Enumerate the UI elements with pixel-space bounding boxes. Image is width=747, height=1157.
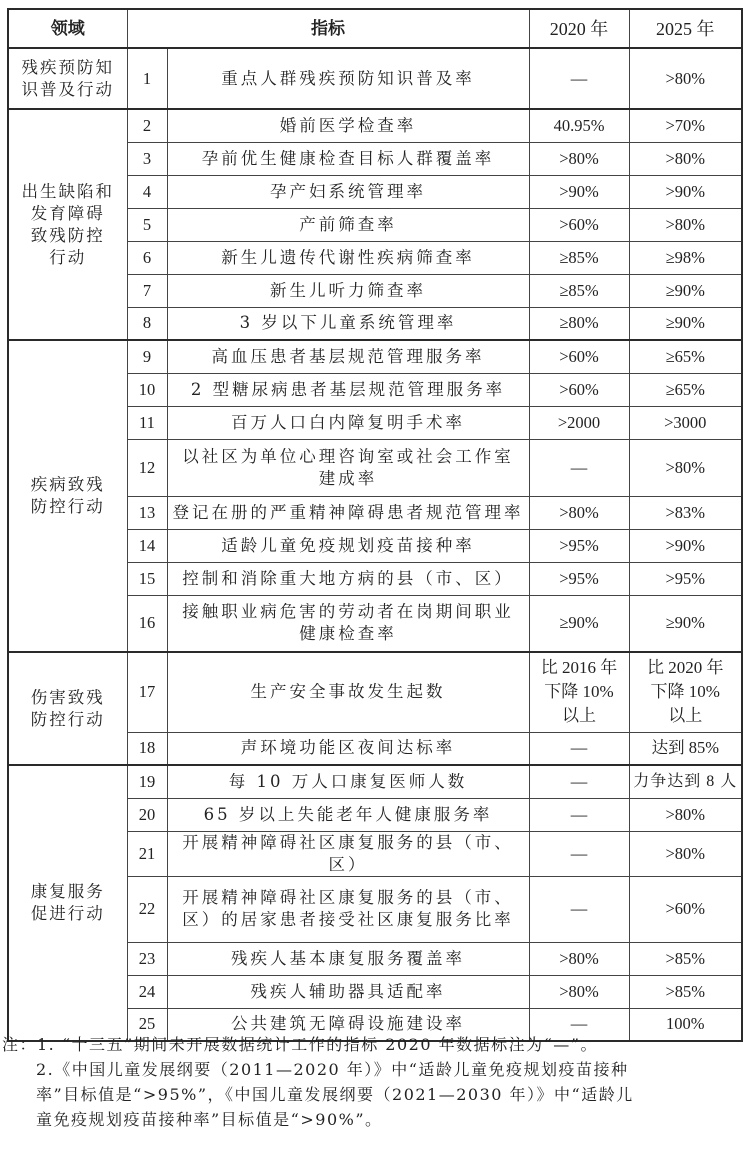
value-2020: — [529,732,629,765]
value-2025 [629,652,742,732]
indicator-cell: 婚前医学检查率 [167,109,529,142]
row-number: 3 [127,142,167,175]
value-2025: >80% [629,439,742,496]
value-2020: >2000 [529,406,629,439]
row-number: 19 [127,765,167,798]
value-2025: >85% [629,942,742,975]
table-header-row [8,9,742,48]
row-number: 18 [127,732,167,765]
value-2025: ≥90% [629,274,742,307]
domain-cell [8,340,127,652]
domain-line: 发育障碍 [30,203,105,223]
indicator-table [7,8,743,1042]
value-2020: — [529,48,629,109]
row-number: 25 [127,1008,167,1041]
row-number: 15 [127,562,167,595]
value-2020: >90% [529,175,629,208]
value-2025: >60% [629,876,742,942]
indicator-cell: 孕前优生健康检查目标人群覆盖率 [167,142,529,175]
value-2020: — [529,765,629,798]
value-2025: ≥98% [629,241,742,274]
domain-cell [8,765,127,1041]
row-number: 5 [127,208,167,241]
indicator-line: 建成率 [318,468,378,488]
value-2020: — [529,439,629,496]
value-2025: 达到 85% [629,732,742,765]
note-2-line-2: 率”目标值是“>95%”，《中国儿童发展纲要（2021—2030 年）》中“适龄儿 [36,1085,634,1104]
value-2020: >95% [529,562,629,595]
indicator-cell: 声环境功能区夜间达标率 [167,732,529,765]
domain-line: 防控行动 [30,709,105,729]
value-2020: ≥80% [529,307,629,340]
value-2025: >80% [629,142,742,175]
row-number: 6 [127,241,167,274]
row-number: 16 [127,595,167,652]
domain-line: 伤害致残 [30,687,105,707]
table-row [8,765,742,798]
value-2025: >3000 [629,406,742,439]
indicator-cell: 开展精神障碍社区康复服务的县（市、区） [167,831,529,876]
value-2025: ≥90% [629,595,742,652]
value-2020: ≥90% [529,595,629,652]
note-2-line-1: 2.《中国儿童发展纲要（2011—2020 年）》中“适龄儿童免疫规划疫苗接种 [36,1060,629,1079]
value-2025: >90% [629,529,742,562]
domain-line: 康复服务 [30,882,105,901]
indicator-cell: 新生儿遗传代谢性疾病筛查率 [167,241,529,274]
value-2020: — [529,876,629,942]
value-2020: >80% [529,975,629,1008]
value-2020: >60% [529,208,629,241]
value-2020: >60% [529,340,629,373]
indicator-line: 区）的居家患者接受社区康复服务比率 [182,910,514,929]
table-row [8,652,742,732]
value-2025: >80% [629,798,742,831]
domain-line: 残疾预防知 [21,57,114,77]
row-number: 13 [127,496,167,529]
value-2020 [529,652,629,732]
indicator-cell [167,876,529,942]
value-2025: ≥65% [629,340,742,373]
value-line: 下降 10% [650,682,720,702]
value-line: 以上 [562,706,596,726]
row-number: 17 [127,652,167,732]
indicator-cell: 产前筛查率 [167,208,529,241]
domain-line: 出生缺陷和 [21,181,114,201]
value-2020: — [529,1008,629,1041]
row-number: 11 [127,406,167,439]
row-number: 23 [127,942,167,975]
value-2025: >83% [629,496,742,529]
value-line: 以上 [668,706,703,726]
row-number: 1 [127,48,167,109]
value-2025: >80% [629,208,742,241]
row-number: 8 [127,307,167,340]
value-2020: — [529,798,629,831]
indicator-cell [167,439,529,496]
note-1: 注：1. “十三五”期间未开展数据统计工作的指标 2020 年数据标注为“—”。 [2,1035,598,1054]
indicator-cell: 2 型糖尿病患者基层规范管理服务率 [167,373,529,406]
indicator-line: 以社区为单位心理咨询室或社会工作室 [182,446,514,466]
note-2-line-3: 童免疫规划疫苗接种率”目标值是“>90%”。 [36,1110,383,1129]
indicator-cell: 残疾人辅助器具适配率 [167,975,529,1008]
indicator-cell: 生产安全事故发生起数 [167,652,529,732]
indicator-cell: 新生儿听力筛查率 [167,274,529,307]
value-2025: >80% [629,48,742,109]
value-2020: >80% [529,142,629,175]
value-2025: >80% [629,831,742,876]
table-row [8,109,742,142]
value-2020: — [529,831,629,876]
value-2020: >80% [529,942,629,975]
indicator-cell: 控制和消除重大地方病的县（市、区） [167,562,529,595]
row-number: 9 [127,340,167,373]
indicator-line: 开展精神障碍社区康复服务的县（市、 [182,888,514,907]
indicator-cell: 每 10 万人口康复医师人数 [167,765,529,798]
value-2025: >70% [629,109,742,142]
indicator-cell: 残疾人基本康复服务覆盖率 [167,942,529,975]
domain-line: 识普及行动 [21,79,114,99]
value-2025: >90% [629,175,742,208]
domain-line: 促进行动 [30,904,105,923]
header-2025: 2025 年 [629,9,742,48]
table-notes [0,1032,747,1132]
value-2020: >80% [529,496,629,529]
value-2025: ≥90% [629,307,742,340]
table-row [8,48,742,109]
value-2025: >95% [629,562,742,595]
row-number: 20 [127,798,167,831]
indicator-cell: 孕产妇系统管理率 [167,175,529,208]
domain-line: 致残防控 [30,225,105,245]
value-line: 比 2016 年 [540,658,618,678]
header-domain: 领域 [8,9,127,48]
indicator-cell: 65 岁以上失能老年人健康服务率 [167,798,529,831]
indicator-cell: 重点人群残疾预防知识普及率 [167,48,529,109]
row-number: 7 [127,274,167,307]
indicator-cell [167,595,529,652]
row-number: 2 [127,109,167,142]
indicator-cell: 登记在册的严重精神障碍患者规范管理率 [167,496,529,529]
value-2020: ≥85% [529,274,629,307]
row-number: 10 [127,373,167,406]
domain-line: 防控行动 [30,497,105,516]
indicator-cell: 3 岁以下儿童系统管理率 [167,307,529,340]
indicator-cell: 适龄儿童免疫规划疫苗接种率 [167,529,529,562]
row-number: 24 [127,975,167,1008]
domain-cell [8,109,127,340]
indicator-cell: 高血压患者基层规范管理服务率 [167,340,529,373]
value-line: 下降 10% [544,682,614,702]
row-number: 21 [127,831,167,876]
row-number: 12 [127,439,167,496]
row-number: 14 [127,529,167,562]
value-2020: >60% [529,373,629,406]
value-2025: 力争达到 8 人 [629,765,742,798]
domain-cell [8,48,127,109]
indicator-cell: 公共建筑无障碍设施建设率 [167,1008,529,1041]
value-2025: 100% [629,1008,742,1041]
value-2025: ≥65% [629,373,742,406]
header-indicator: 指标 [127,9,529,48]
domain-line: 疾病致残 [30,475,105,494]
value-line: 比 2020 年 [647,658,724,678]
indicator-line: 接触职业病危害的劳动者在岗期间职业 [182,602,514,622]
value-2020: ≥85% [529,241,629,274]
indicator-cell: 百万人口白内障复明手术率 [167,406,529,439]
domain-cell [8,652,127,765]
row-number: 4 [127,175,167,208]
table-row [8,340,742,373]
value-2025: >85% [629,975,742,1008]
row-number: 22 [127,876,167,942]
value-2020: >95% [529,529,629,562]
header-2020: 2020 年 [529,9,629,48]
indicator-line: 健康检查率 [299,624,397,644]
domain-line: 行动 [49,247,87,267]
value-2020: 40.95% [529,109,629,142]
